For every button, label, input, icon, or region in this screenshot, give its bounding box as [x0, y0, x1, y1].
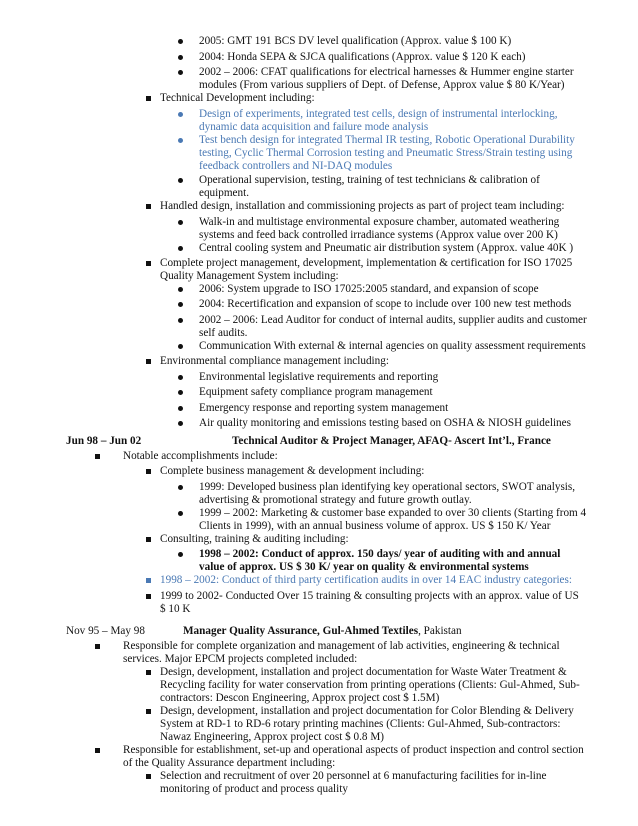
bullet-text-line: 2002 – 2006: CFAT qualifications for electrical harnesses & Hummer engine starter	[199, 66, 574, 78]
bullet-marker	[178, 70, 183, 75]
bullet-text-line: 1999: Developed business plan identifying key operational sectors, SWOT analysis,	[199, 481, 576, 493]
bullet-marker	[146, 774, 151, 779]
bullet-text-line: systems and feed back controlled irradiance systems (Approx value over 200 K)	[199, 229, 558, 241]
bullet-text-line: advertising & promotional strategy and future growth outlay.	[199, 494, 472, 506]
bullet-text-line: Environmental legislative requirements and reporting	[199, 371, 439, 383]
bullet-marker	[178, 39, 183, 44]
bullet-marker	[146, 359, 151, 364]
bullet-marker	[178, 485, 183, 490]
bullet-text-line: testing, Cyclic Thermal Corrosion testing and Pneumatic Stress/Strain testing using	[199, 147, 573, 159]
bullet-marker	[178, 406, 183, 411]
bullet-text-line: 2004: Honda SEPA & SJCA qualifications (Approx. value $ 120 K each)	[199, 51, 526, 63]
bullet-text-line: Operational supervision, testing, training of test technicians & calibration of	[199, 174, 540, 186]
bullet-marker	[178, 552, 183, 557]
bullet-text-line: Complete business management & development including:	[160, 465, 425, 477]
bullet-text-line: Design, development, installation and project documentation for Color Blending & Delivery	[160, 705, 574, 717]
bullet-text-line: of the Quality Assurance department including:	[123, 757, 336, 769]
bullet-text-line: monitoring of product and process quality	[160, 783, 348, 795]
bullet-marker	[95, 748, 100, 753]
bullet-marker	[146, 578, 151, 583]
bullet-text-line: Design, development, installation and project documentation for Waste Water Treatment &	[160, 666, 567, 678]
job-heading-gulahmed	[66, 625, 145, 638]
bullet-text-line: feedback controllers and NI-DAQ modules	[199, 160, 393, 172]
bullet-marker	[178, 55, 183, 60]
bullet-marker	[178, 302, 183, 307]
bullet-marker	[178, 138, 183, 143]
bullet-text-line: Walk-in and multistage environmental exposure chamber, automated weathering	[199, 216, 560, 228]
bullet-marker	[146, 204, 151, 209]
bullet-text-line: Consulting, training & auditing including:	[160, 533, 349, 545]
bullet-text-line: 1999 – 2002: Marketing & customer base expanded to over 30 clients (Starting from 4	[199, 507, 587, 519]
bullet-text-line: modules (From various suppliers of Dept. of Defense, Approx value $ 80 K/Year)	[199, 79, 565, 91]
bullet-marker	[178, 220, 183, 225]
bullet-marker	[146, 96, 151, 101]
bullet-marker	[146, 594, 151, 599]
bullet-text-line: dynamic data acquisition and failure mode analysis	[199, 121, 429, 133]
bullet-marker	[178, 112, 183, 117]
bullet-text-line: Technical Development including:	[160, 92, 315, 104]
bullet-text-line: Air quality monitoring and emissions testing based on OSHA & NIOSH guidelines	[199, 417, 571, 429]
bullet-text-line: 2002 – 2006: Lead Auditor for conduct of internal audits, supplier audits and customer	[199, 314, 587, 326]
bullet-text-line: Recycling facility for water conservation from printing operations (Clients: Gul-Ahmed, Sub-	[160, 679, 580, 691]
bullet-text-line: $ 10 K	[160, 603, 191, 615]
bullet-text-line: Test bench design for integrated Thermal IR testing, Robotic Operational Durability	[199, 134, 575, 146]
bullet-marker	[178, 390, 183, 395]
bullet-text-line: Emergency response and reporting system management	[199, 402, 449, 414]
bullet-text-line: self audits.	[199, 327, 248, 339]
bullet-marker	[178, 246, 183, 251]
bullet-text-line: Clients in 1999), with an annual business volume of approx. US $ 150 K/ Year	[199, 520, 551, 532]
bullet-text-line: Design of experiments, integrated test cells, design of instrumental interlocking,	[199, 108, 558, 120]
job-title: Technical Auditor & Project Manager, AFAQ- Ascert Int’l., France	[232, 435, 551, 447]
bullet-text-line: Responsible for establishment, set-up and operational aspects of product inspection and control section	[123, 744, 584, 756]
bullet-marker	[178, 344, 183, 349]
bullet-text-line: Handled design, installation and commissioning projects as part of project team including:	[160, 200, 565, 212]
bullet-marker	[95, 454, 100, 459]
bullet-text-line: Environmental compliance management including:	[160, 355, 389, 367]
bullet-text-line: System at RD-1 to RD-6 rotary printing machines (Clients: Gul-Ahmed, Sub-contractors:	[160, 718, 561, 730]
bullet-marker	[178, 287, 183, 292]
bullet-text-line: Central cooling system and Pneumatic air distribution system (Approx. value 40K )	[199, 242, 574, 254]
bullet-text-line: 2006: System upgrade to ISO 17025:2005 standard, and expansion of scope	[199, 283, 539, 295]
bullet-text-line: equipment.	[199, 187, 250, 199]
bullet-marker	[95, 644, 100, 649]
job-title: Manager Quality Assurance, Gul-Ahmed Textiles, Pakistan	[183, 625, 462, 637]
bullet-marker	[146, 537, 151, 542]
bullet-text-line: 1999 to 2002- Conducted Over 15 training & consulting projects with an approx. value of US	[160, 590, 579, 602]
bullet-text-line: 1998 – 2002: Conduct of approx. 150 days/ year of auditing with and annual	[199, 548, 561, 560]
bullet-text-line: services. Major EPCM projects completed included:	[123, 653, 358, 665]
bullet-marker	[178, 511, 183, 516]
bullet-marker	[178, 178, 183, 183]
bullet-text-line: value of approx. US $ 30 K/ year on quality & environmental systems	[199, 561, 529, 573]
bullet-text-line: Responsible for complete organization and management of lab activities, engineering & technical	[123, 640, 560, 652]
job-heading-afaq	[66, 435, 141, 448]
bullet-text-line: Notable accomplishments include:	[123, 450, 278, 462]
bullet-text-line: Complete project management, development, implementation & certification for ISO 17025	[160, 257, 573, 269]
bullet-text-line: Nawaz Engineering, Approx project cost $ 0.8 M)	[160, 731, 385, 743]
bullet-text-line: Selection and recruitment of over 20 personnel at 6 manufacturing facilities for in-line	[160, 770, 547, 782]
bullet-text-line: Equipment safety compliance program management	[199, 386, 433, 398]
bullet-text-line: 2005: GMT 191 BCS DV level qualification (Approx. value $ 100 K)	[199, 35, 512, 47]
bullet-marker	[178, 318, 183, 323]
bullet-marker	[146, 709, 151, 714]
bullet-text-line: Communication With external & internal agencies on quality assessment requirements	[199, 340, 586, 352]
bullet-marker	[146, 670, 151, 675]
job-dates: Nov 95 – May 98	[66, 625, 145, 637]
bullet-text-line: Quality Management System including:	[160, 270, 339, 282]
bullet-text-line: 2004: Recertification and expansion of scope to include over 100 new test methods	[199, 298, 572, 310]
bullet-text-line: 1998 – 2002: Conduct of third party certification audits in over 14 EAC industry categories:	[160, 574, 572, 586]
bullet-text-line: contractors: Descon Engineering, Approx project cost $ 1.5M)	[160, 692, 440, 704]
bullet-marker	[178, 421, 183, 426]
bullet-marker	[146, 469, 151, 474]
bullet-marker	[178, 375, 183, 380]
bullet-marker	[146, 261, 151, 266]
job-dates: Jun 98 – Jun 02	[66, 435, 142, 447]
